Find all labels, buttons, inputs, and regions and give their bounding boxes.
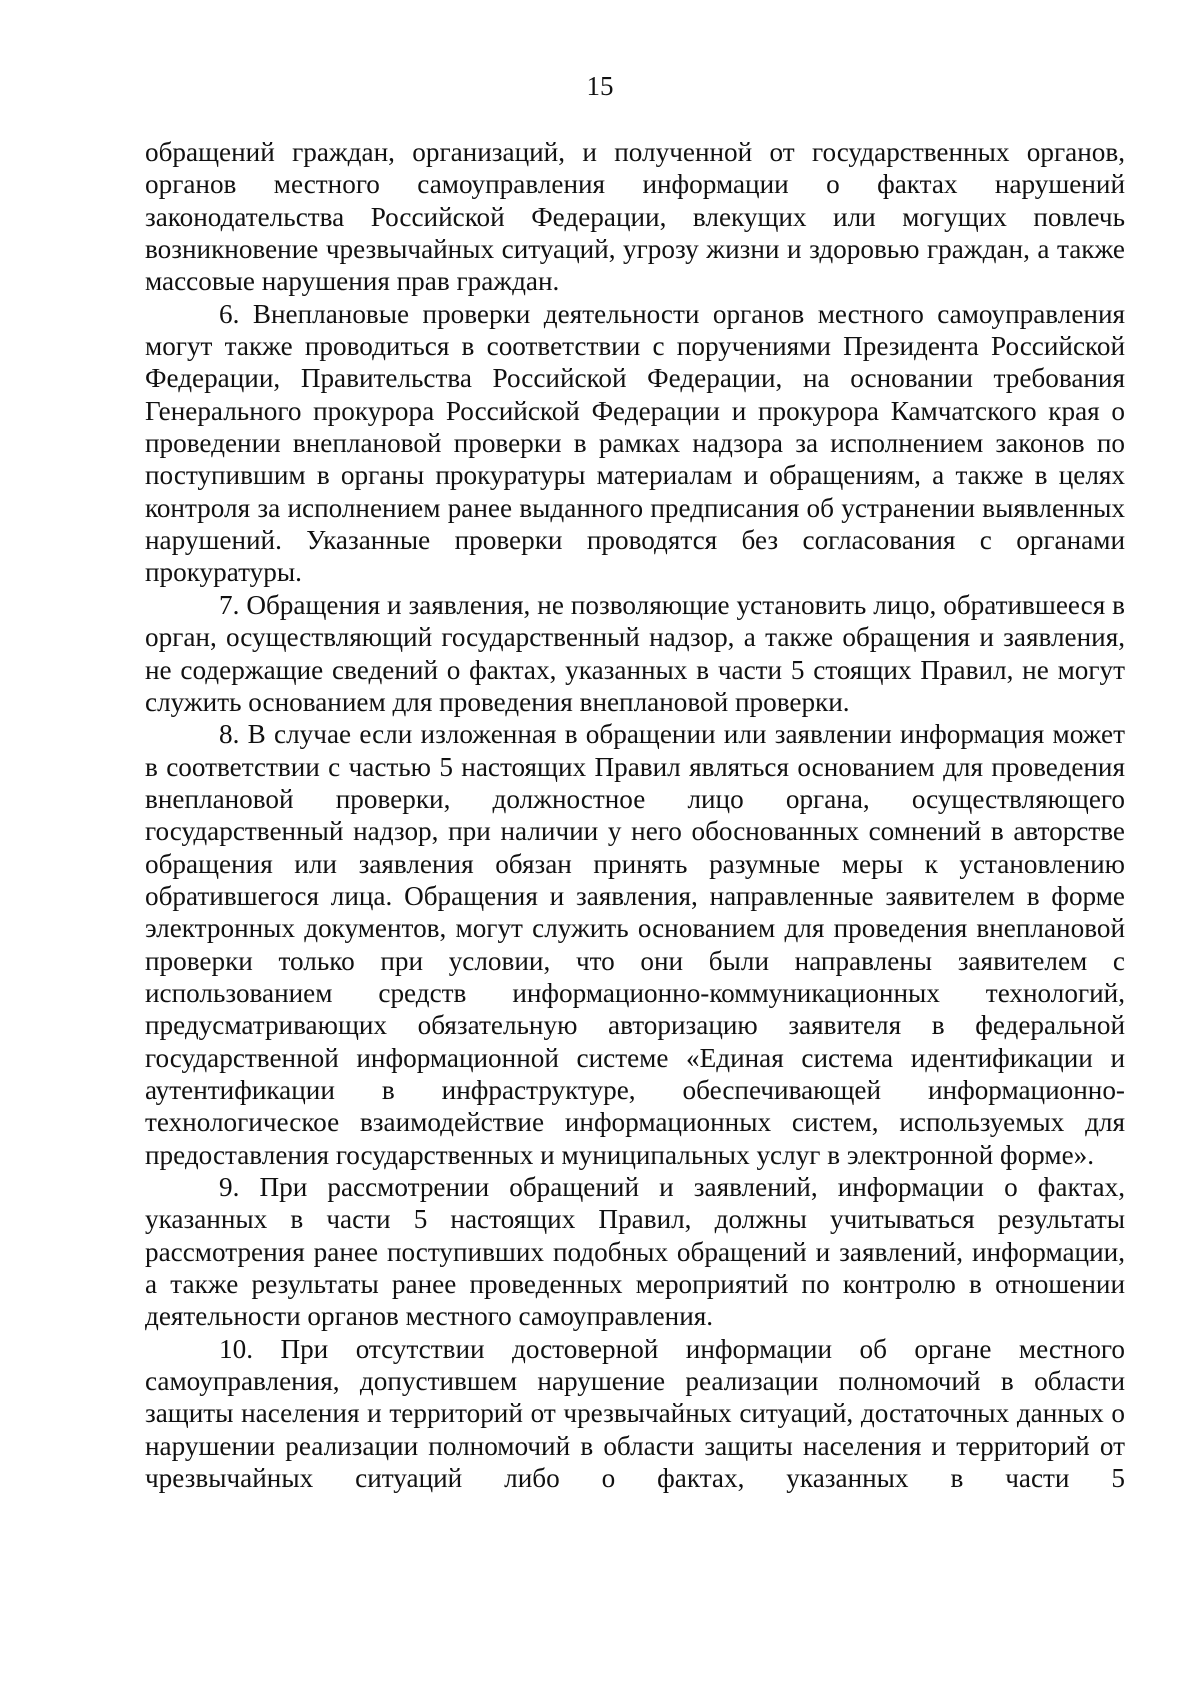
page-number: 15 [586, 71, 614, 101]
paragraph-item-10: 10. При отсутствии достоверной информации об органе местного самоуправления, допустившем нарушение реализации полномочий в области защиты населения и территорий от чрезвычайных ситуаций, достаточных данных о нарушении реализации полномочий в области защиты населения и территорий от чрезвычайных ситуаций либо о фактах, указанных в части 5 [145, 1333, 1125, 1494]
document-body [145, 136, 1125, 1494]
paragraph-item-6: 6. Внеплановые проверки деятельности органов местного самоуправления могут также проводиться в соответствии с поручениями Президента Российской Федерации, Правительства Российской Федерации, на основании требования Генерального прокурора Российской Федерации и прокурора Камчатского края о проведении внеплановой проверки в рамках надзора за исполнением законов по поступившим в органы прокуратуры материалам и обращениям, а также в целях контроля за исполнением ранее выданного предписания об устранении выявленных нарушений. Указанные проверки проводятся без согласования с органами прокуратуры. [145, 298, 1125, 588]
paragraph-continuation: обращений граждан, организаций, и полученной от государственных органов, органов местного самоуправления информации о фактах нарушений законодательства Российской Федерации, влекущих или могущих повлечь возникновение чрезвычайных ситуаций, угрозу жизни и здоровью граждан, а также массовые нарушения прав граждан. [145, 137, 1125, 297]
paragraph-item-9: 9. При рассмотрении обращений и заявлений, информации о фактах, указанных в части 5 настоящих Правил, должны учитываться результаты рассмотрения ранее поступивших подобных обращений и заявлений, информации, а также результаты ранее проведенных мероприятий по контролю в отношении деятельности органов местного самоуправления. [145, 1172, 1125, 1332]
paragraph-item-7: 7. Обращения и заявления, не позволяющие установить лицо, обратившееся в орган, осуществляющий государственный надзор, а также обращения и заявления, не содержащие сведений о фактах, указанных в части 5 стоящих Правил, не могут служить основанием для проведения внеплановой проверки. [145, 589, 1125, 717]
paragraph-item-8: 8. В случае если изложенная в обращении или заявлении информация может в соответствии с частью 5 настоящих Правил являться основанием для проведения внеплановой проверки, должностное лицо органа, осуществляющего государственный надзор, при наличии у него обоснованных сомнений в авторстве обращения или заявления обязан принять разумные меры к установлению обратившегося лица. Обращения и заявления, направленные заявителем в форме электронных документов, могут служить основанием для проведения внеплановой проверки только при условии, что они были направлены заявителем с использованием средств информационно-коммуникационных технологий, предусматривающих обязательную авторизацию заявителя в федеральной государственной информационной системе «Единая система идентификации и аутентификации в инфраструктуре, обеспечивающей информационно-технологическое взаимодействие информационных систем, используемых для предоставления государственных и муниципальных услуг в электронной форме». [145, 719, 1125, 1170]
